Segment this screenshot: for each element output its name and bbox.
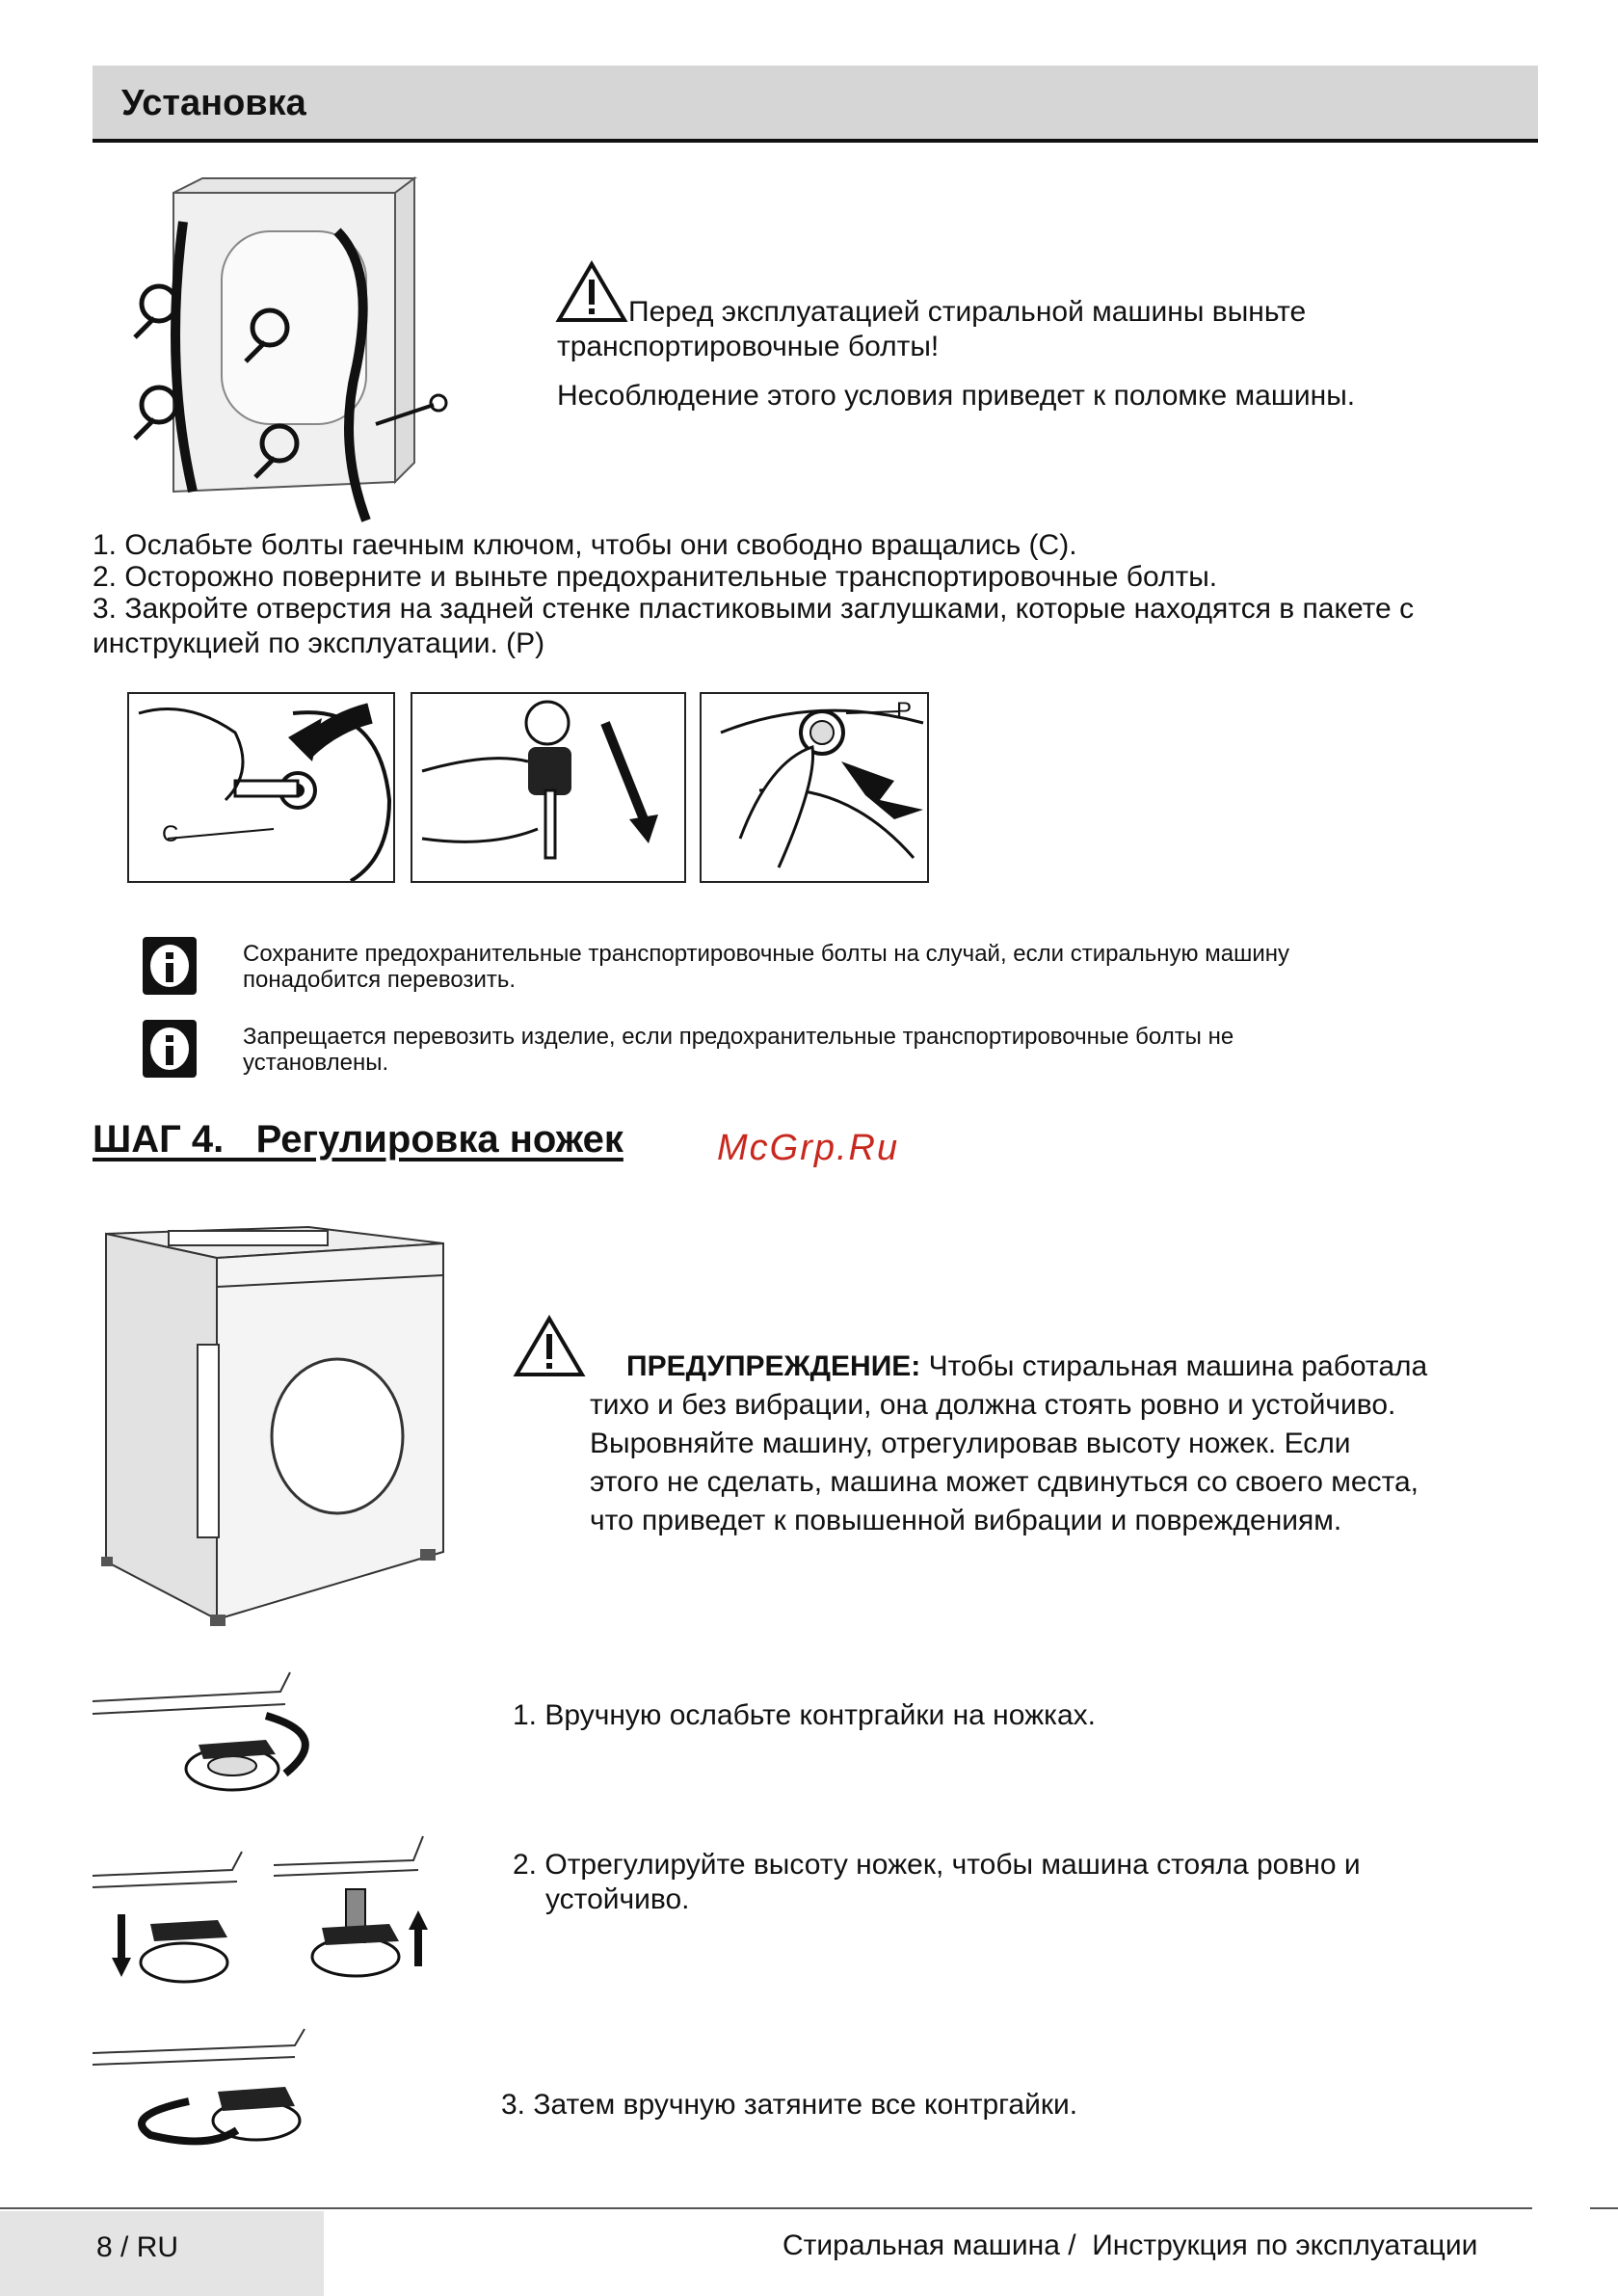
step4-heading: ШАГ 4. Регулировка ножек bbox=[93, 1118, 623, 1161]
machine-back-illustration bbox=[116, 174, 453, 530]
warning1-line1: Перед эксплуатацией стиральной машины выньте bbox=[628, 296, 1307, 328]
figure-insert-plug bbox=[700, 692, 929, 883]
footer-doc-title: Стиральная машина / Инструкция по эксплуатации bbox=[782, 2229, 1478, 2261]
footer-page-box bbox=[0, 2211, 324, 2296]
foot-raise-illustration bbox=[274, 1822, 447, 1995]
page-number: 8 / RU bbox=[96, 2231, 179, 2263]
warning-triangle-icon bbox=[513, 1315, 586, 1378]
info-icon bbox=[143, 1020, 197, 1078]
warning2-line1: Чтобы стиральная машина работала bbox=[928, 1350, 1428, 1382]
info-note-1-line1: Сохраните предохранительные транспортировочные болты на случай, если стиральную машину bbox=[243, 941, 1289, 967]
watermark: McGrp.Ru bbox=[717, 1128, 900, 1168]
bolt-step-3-cont: инструкцией по эксплуатации. (P) bbox=[93, 627, 545, 659]
figure-label-p: P bbox=[896, 698, 913, 724]
foot-step-2: 2. Отрегулируйте высоту ножек, чтобы машина стояла ровно и bbox=[513, 1849, 1361, 1881]
bolt-step-1: 1. Ослабьте болты гаечным ключом, чтобы они свободно вращались (С). bbox=[93, 529, 1077, 561]
footer-divider-end bbox=[1590, 2207, 1618, 2209]
foot-step-2-cont: устойчиво. bbox=[545, 1883, 690, 1915]
figure-label-c: C bbox=[162, 821, 179, 847]
info-note-1-line2: понадобится перевозить. bbox=[243, 967, 517, 993]
foot-loosen-illustration bbox=[93, 1658, 343, 1812]
info-icon bbox=[143, 937, 197, 995]
foot-step-1: 1. Вручную ослабьте контргайки на ножках. bbox=[513, 1699, 1096, 1731]
figure-remove-bolt bbox=[411, 692, 686, 883]
machine-front-illustration bbox=[96, 1219, 453, 1634]
section-title: Установка bbox=[121, 83, 306, 123]
warning-triangle-icon bbox=[555, 260, 628, 324]
section-header bbox=[93, 66, 1538, 143]
bolt-step-2: 2. Осторожно поверните и выньте предохранительные транспортировочные болты. bbox=[93, 561, 1218, 593]
warning2-line3: Выровняйте машину, отрегулировав высоту ножек. Если bbox=[590, 1428, 1351, 1459]
warning1-line2: транспортировочные болты! bbox=[557, 331, 940, 362]
foot-tighten-illustration bbox=[93, 2024, 324, 2159]
foot-step-3: 3. Затем вручную затяните все контргайки. bbox=[501, 2089, 1078, 2121]
bolt-step-3: 3. Закройте отверстия на задней стенке пластиковыми заглушками, которые находятся в пакете с bbox=[93, 593, 1415, 625]
footer-divider bbox=[0, 2207, 1532, 2209]
info-note-2-line2: установлены. bbox=[243, 1050, 389, 1076]
warning2-first-line bbox=[626, 1349, 1427, 1384]
info-note-2-line1: Запрещается перевозить изделие, если предохранительные транспортировочные болты не bbox=[243, 1024, 1234, 1050]
warning2-line2: тихо и без вибрации, она должна стоять ровно и устойчиво. bbox=[590, 1389, 1396, 1421]
foot-lower-illustration bbox=[93, 1837, 266, 2001]
warning1-line3: Несоблюдение этого условия приведет к поломке машины. bbox=[557, 380, 1356, 412]
figure-loosen-bolt bbox=[127, 692, 395, 883]
warning2-label: ПРЕДУПРЕЖДЕНИЕ: bbox=[626, 1350, 921, 1382]
warning2-line4: этого не сделать, машина может сдвинуться со своего места, bbox=[590, 1466, 1419, 1498]
warning2-line5: что приведет к повышенной вибрации и повреждениям. bbox=[590, 1505, 1342, 1536]
